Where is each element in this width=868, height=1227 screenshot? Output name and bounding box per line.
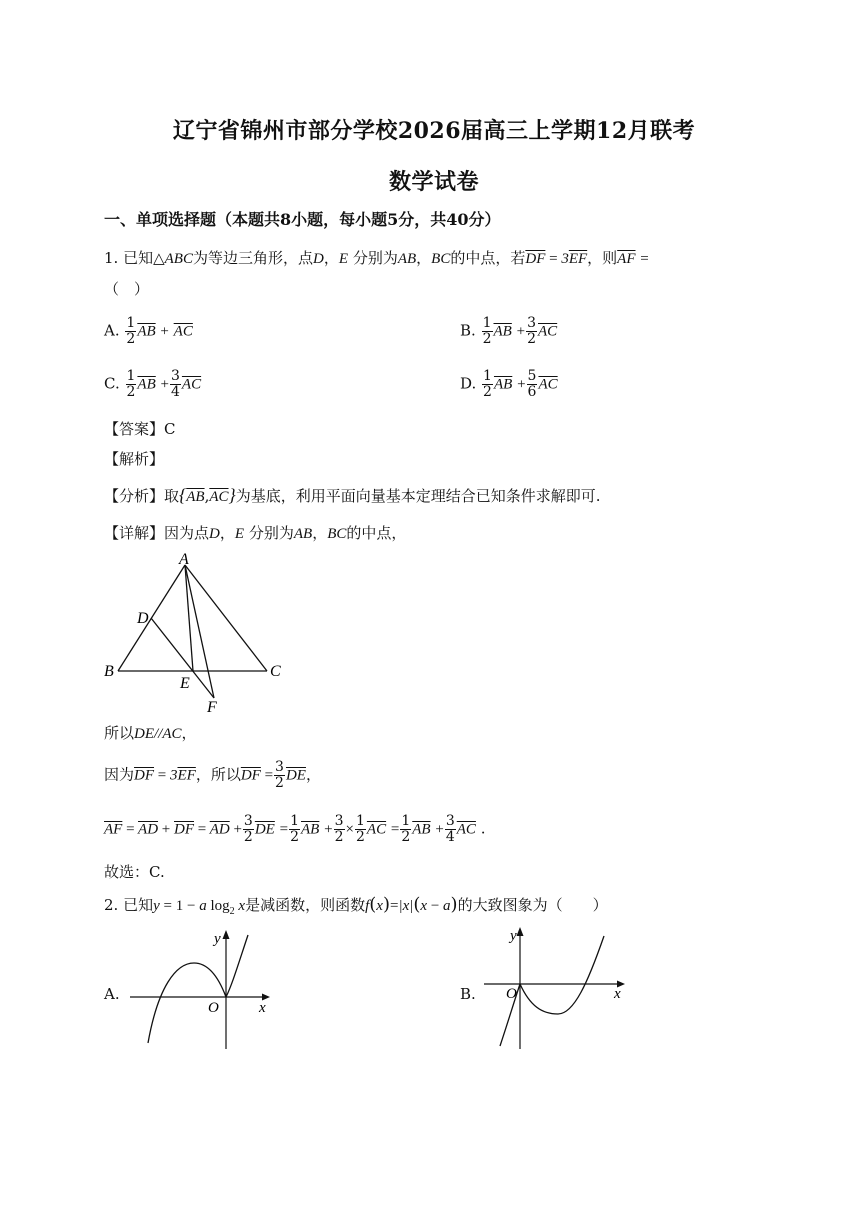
label-f: F	[207, 699, 217, 716]
q1-stem-text: 为等边三角形，点	[192, 249, 313, 267]
x-label: x	[614, 986, 621, 1002]
derivation-text: 因为	[104, 765, 135, 784]
fenxi-text: 取	[164, 487, 180, 505]
origin-label: O	[506, 986, 517, 1002]
label-d: D	[137, 610, 149, 627]
q2-graph-b	[480, 922, 630, 1052]
fenxi-label: 【分析】	[104, 487, 165, 505]
q2-stem-text: 是减函数，则函数	[245, 896, 366, 914]
x-label: x	[259, 1000, 266, 1016]
q2-number: 2.	[104, 896, 119, 914]
q2-option-b-label: B.	[460, 985, 476, 1003]
option-label: D.	[460, 374, 477, 393]
y-axis-arrow-icon	[517, 927, 524, 936]
option-label: B.	[460, 321, 476, 340]
edge-ac	[185, 565, 267, 671]
label-b: B	[104, 663, 114, 680]
y-label: y	[510, 928, 517, 944]
label-c: C	[270, 663, 281, 680]
origin-label: O	[208, 1000, 219, 1016]
q2-option-a-label: A.	[104, 985, 120, 1003]
option-label: A.	[104, 321, 120, 340]
xiangjie-text: 的中点，	[346, 524, 407, 542]
derivation-final: $\overline{AF} = \overline{AD} + \overline{DF} = \overline{AD}$ + $\frac{3}{2}$ $\overline{DE}$ = $\frac{1}{2}$ $\overline{AB}$ + $\frac{3}{2}$ × $\frac{1}{2}$ $\overline{AC}$ = $\frac{1}{2}$ $\overline{AB}$ + $\frac{3}{4}$ $\overline{AC}$ .	[104, 813, 486, 845]
section-heading: 一、单项选择题（本题共8小题，每小题5分，共40分）	[104, 210, 501, 229]
q1-option-b: B. $\frac{1}{2}$ $\overline{AB}$ + $\frac{3}{2}$ $\overline{AC}$	[460, 315, 558, 347]
q1-stem-text: ，则	[587, 249, 618, 267]
label-a: A	[179, 551, 189, 568]
xiangjie-text: 分别为	[248, 524, 294, 542]
q1-bracket: （ ）	[104, 280, 150, 298]
q1-stem-text: 的中点，若	[450, 249, 526, 267]
q1-answer	[104, 418, 176, 440]
q1-stem-text: 已知	[123, 249, 154, 267]
xiangjie-label: 【详解】	[104, 524, 165, 542]
q1-jiexi: 【解析】	[104, 450, 165, 468]
derivation-parallel: 所以DE//AC，	[104, 724, 197, 742]
y-label: y	[214, 931, 221, 947]
y-axis-arrow-icon	[223, 930, 230, 939]
derivation-text: 所以	[104, 724, 135, 742]
q1-stem: 1. 已知△ABC为等边三角形，点D，E 分别为AB，BC的中点，若$\overline{DF} = 3\overline{EF}$，则$\overline{AF}$ =	[104, 249, 649, 267]
q1-xiangjie: 【详解】因为点D，E 分别为AB，BC的中点，	[104, 524, 407, 542]
derivation-ratio: 因为$\overline{DF} = 3\overline{EF}$，所以$\overline{DF}$ = $\frac{3}{2}$ $\overline{DE}$，	[104, 759, 321, 791]
xiangjie-text: 因为点	[164, 524, 210, 542]
fenxi-text: 为基底，利用平面向量基本定理结合已知条件求解即可.	[235, 487, 601, 505]
curve-a	[148, 935, 248, 1043]
triangle-figure	[100, 550, 300, 718]
q2-stem-text: 已知	[123, 896, 154, 914]
page-subtitle: 数学试卷	[388, 169, 479, 195]
q1-conclusion: 故选：C.	[104, 863, 165, 881]
page-title: 辽宁省锦州市部分学校2026届高三上学期12月联考	[172, 118, 696, 144]
answer-label: 【答案】	[104, 420, 165, 438]
q2-graph-a	[124, 925, 274, 1053]
q2-stem-text: 的大致图象为（ ）	[457, 896, 608, 914]
parallel-statement: DE//AC	[134, 726, 182, 742]
answer-value: C	[164, 420, 176, 438]
q1-option-c: C. $\frac{1}{2}$ $\overline{AB}$ + $\frac{3}{4}$ $\overline{AC}$	[104, 368, 202, 400]
q1-number: 1.	[104, 249, 119, 267]
derivation-text: ，所以	[195, 765, 241, 784]
option-label: C.	[104, 374, 120, 393]
q2-stem: 2. 已知y = 1 − a $\log_2 x$是减函数，则函数f(x)=|x|(x − a)的大致图象为（ ）	[104, 894, 608, 917]
q1-option-d: D. $\frac{1}{2}$ $\overline{AB}$ + $\frac{5}{6}$ $\overline{AC}$	[460, 368, 558, 400]
q1-fenxi: 【分析】取$\{\overline{AB},\overline{AC}\}$为基底，利用平面向量基本定理结合已知条件求解即可.	[104, 485, 601, 505]
q1-option-a: A. $\frac{1}{2}$ $\overline{AB} + \overline{AC}$	[104, 315, 193, 347]
label-e: E	[180, 675, 190, 692]
q1-stem-text: 分别为	[352, 249, 398, 267]
